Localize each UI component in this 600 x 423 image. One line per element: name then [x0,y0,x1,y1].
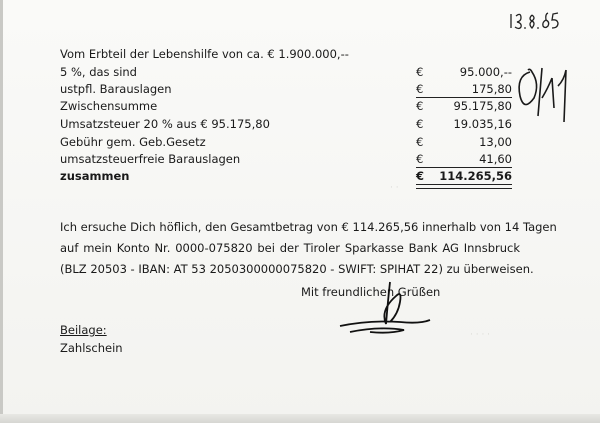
calc-total-label: zusammen [60,169,130,183]
calc-row-amount: 95.000,-- [459,65,512,79]
calc-row [60,134,520,151]
calc-row [60,64,520,81]
calc-heading-row [60,46,520,63]
closing-greeting: Mit freundlichen Grüßen [301,285,441,299]
calc-row-label: Zwischensumme [60,99,158,113]
paragraph-line: Ich ersuche Dich höflich, den Gesamtbetrag von € 114.265,56 innerhalb von 14 Tagen [60,220,557,234]
calc-row-label: Umsatzsteuer 20 % aus € 95.175,80 [60,117,270,131]
calc-row-amount: 95.175,80 [453,99,512,113]
show-through-mark: · · [390,183,399,193]
calc-total-amount: 114.265,56 [439,169,512,183]
calc-row-currency: € [416,152,424,166]
calc-row-currency: € [416,65,424,79]
calc-row-currency: € [416,117,424,131]
show-through-mark: · · · · [470,330,491,340]
paragraph-line: (BLZ 20503 - IBAN: AT 53 2050300000075820 - SWIFT: SPIHAT 22) zu überweisen. [60,262,534,276]
calc-row-label: umsatzsteuerfreie Barauslagen [60,152,241,166]
calc-row-currency: € [416,82,424,96]
calc-row-amount: 175,80 [471,82,512,96]
paragraph-line: auf mein Konto Nr. 0000-075820 bei der Tiroler Sparkasse Bank AG Innsbruck [60,241,520,255]
total-double-underline [416,184,512,189]
calc-row-amount: 13,00 [479,135,512,149]
calc-heading: Vom Erbteil der Lebenshilfe von ca. € 1.900.000,-- [60,47,349,61]
handwritten-signature-mark [330,280,440,340]
calc-row-currency: € [416,135,424,149]
calc-row-amount: 41,60 [479,152,512,166]
enclosure-item: Zahlschein [60,341,123,355]
payment-request-paragraph [60,217,557,280]
page-bottom-shadow [0,414,600,423]
page-edge-shadow [0,0,3,423]
calc-row-label: Gebühr gem. Geb.Gesetz [60,135,206,149]
calc-row-amount: 19.035,16 [453,117,512,131]
handwritten-date-mark [508,10,560,32]
calc-total-currency: € [416,169,425,183]
calc-row-currency: € [416,99,424,113]
calc-row [60,116,520,133]
calc-row-label: ustpfl. Barauslagen [60,82,172,96]
enclosure-label: Beilage: [60,323,107,337]
calc-row [60,98,520,115]
calc-total-row [60,168,520,185]
calc-row [60,81,520,98]
calc-row-label: 5 %, das sind [60,65,137,79]
calc-row [60,151,520,168]
